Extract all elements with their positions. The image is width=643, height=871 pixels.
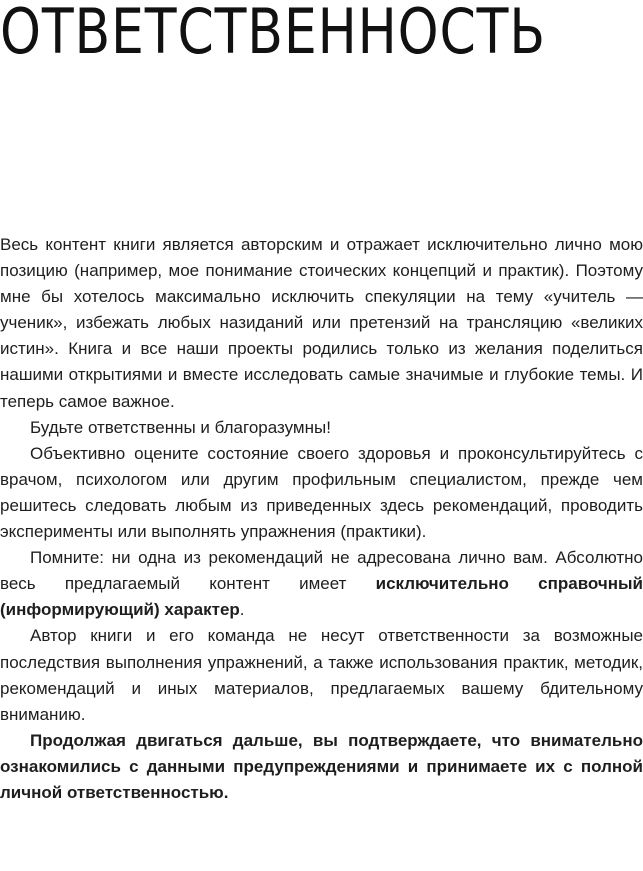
page-title: ОТВЕТСТВЕННОСТЬ — [0, 0, 546, 68]
paragraph-acknowledgement: Продолжая двигаться дальше, вы подтверждаете, что внимательно ознакомились с данными предупреждениями и принимаете их с полной личной ответственностью. — [0, 730, 643, 802]
reference-character-emphasis: исключительно справочный (информирующий) характер — [0, 574, 643, 620]
paragraph-be-responsible: Будьте ответственны и благоразумны! — [30, 417, 331, 437]
paragraph-consult-specialist: Объективно оцените состояние своего здоровья и проконсультируйтесь с врачом, психологом или другим профильным специалистом, прежде чем решитесь следовать любым из приведенных здесь рекомендаций, проводить эксперименты или выполнять упражнения (практики). — [0, 443, 643, 542]
paragraph-not-addressed — [0, 545, 643, 623]
paragraph-not-addressed-end: . — [239, 600, 245, 620]
body-text — [0, 232, 643, 806]
paragraph-no-liability: Автор книги и его команда не несут ответственности за возможные последствия выполнения упражнений, а также использования практик, методик, рекомендаций и иных материалов, предлагаемых вашему бдительному вниманию. — [0, 626, 643, 724]
paragraph-content-disclaimer: Весь контент книги является авторским и отражает исключительно лично мою позицию (например, мое понимание стоических концепций и практик). Поэтому мне бы хотелось максимально исключить спекуляции на тему «учитель — ученик», избежать любых назиданий или претензий на трансляцию «великих истин». Книга и все наши проекты родились только из желания поделиться нашими открытиями и вместе исследовать самые значимые и глубокие темы. И теперь самое важное. — [0, 235, 643, 411]
paragraph-not-addressed-text: Помните: ни одна из рекомендаций не адресована лично вам. Абсолютно весь предлагаемый контент имеет — [0, 548, 643, 594]
